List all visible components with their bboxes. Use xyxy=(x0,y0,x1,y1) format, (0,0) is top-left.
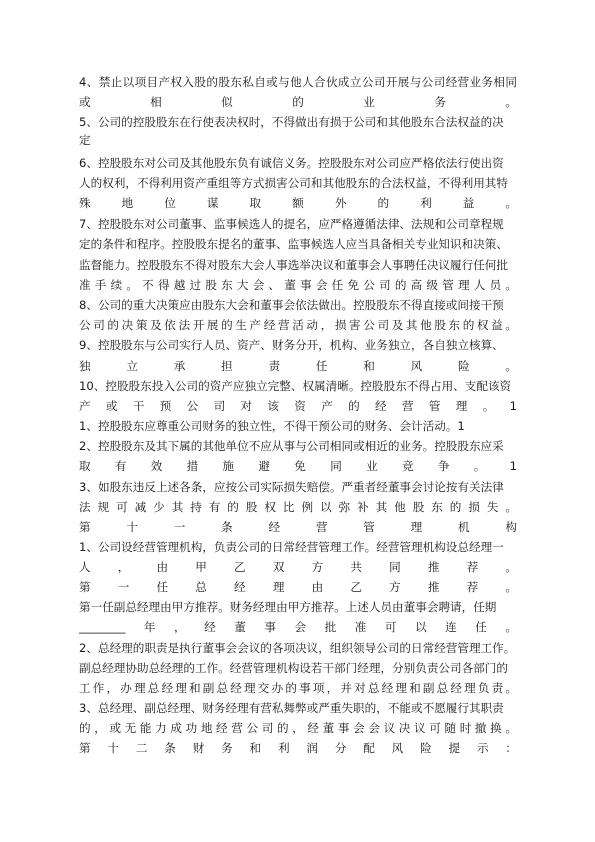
text-line: 1、控股股东应尊重公司财务的独立性，不得干预公司的财务、会计活动。1 xyxy=(79,419,465,433)
text-line: 第一任副总经理由甲方推荐。财务经理由甲方推荐。上述人员由董事会聘请，任期 xyxy=(79,600,497,614)
text-line: 3、如股东违反上述各条，应按公司实际损失赔偿。严重者经董事会讨论按有关法律 xyxy=(79,480,504,494)
text-line: 工作，办理总经理和副总经理交办的事项，并对总经理和副总经理负责。 xyxy=(79,681,517,695)
text-line: 3、总经理、副总经理、财务经理有营私舞弊或严重失职的，不能或不愿履行其职责 xyxy=(79,701,504,715)
text-line: 9、控股股东与公司实行人员、资产、财务分开，机构、业务独立，各自独立核算、 xyxy=(79,338,504,352)
text-line: 的，或无能力成功地经营公司的，经董事会会议决议可随时撤换。 xyxy=(79,721,517,735)
text-line: 公司的决策及依法开展的生产经营活动，损害公司及其他股东的权益。 xyxy=(79,318,517,332)
text-line: 6、控股股东对公司及其他股东负有诚信义务。控股股东对公司应严格依法行使出资 xyxy=(79,156,504,170)
text-line: 法规可减少其持有的股权比例以弥补其他股东的损失。 xyxy=(79,500,517,514)
text-line: 2、控股股东及其下属的其他单位不应从事与公司相同或相近的业务。控股股东应采 xyxy=(79,439,504,453)
text-line: 准手续。不得越过股东大会、董事会任免公司的高级管理人员。 xyxy=(79,278,517,292)
text-line: ________年，经董事会批准可以连任。 xyxy=(79,620,517,634)
text-line: 第一任总经理由乙方推荐。 xyxy=(79,580,517,594)
text-line: 定 xyxy=(79,133,91,147)
section-heading: 第十一条经营管理机构 xyxy=(79,520,517,534)
text-line: 独立承担责任和风险。 xyxy=(79,359,517,373)
text-line: 产或干预公司对该资产的经营管理。1 xyxy=(79,399,517,413)
text-line: 7、控股股东对公司董事、监事候选人的提名，应严格遵循法律、法规和公司章程规 xyxy=(79,217,504,231)
section-heading: 第十二条财务和利润分配风险提示： xyxy=(79,741,517,755)
text-line: 监督能力。控股股东不得对股东大会人事选举决议和董事会人事聘任决议履行任何批 xyxy=(79,258,508,272)
text-line: 2、总经理的职责是执行董事会会议的各项决议，组织领导公司的日常经营管理工作。 xyxy=(79,641,516,655)
text-line: 人的权利，不得利用资产重组等方式损害公司和其他股东的合法权益，不得利用其特 xyxy=(79,176,508,190)
text-line: 殊地位谋取额外的利益。 xyxy=(79,196,517,210)
text-line: 人，由甲乙双方共同推荐。 xyxy=(79,560,517,574)
text-line: 副总经理协助总经理的工作。经营管理机构设若干部门经理，分别负责公司各部门的 xyxy=(79,661,508,675)
text-line: 8、公司的重大决策应由股东大会和董事会依法做出。控股股东不得直接或间接干预 xyxy=(79,298,504,312)
text-line: 或相似的业务。 xyxy=(79,95,517,109)
text-line: 取有效措施避免同业竞争。1 xyxy=(79,459,517,473)
text-line: 5、公司的控股股东在行使表决权时，不得做出有损于公司和其他股东合法权益的决 xyxy=(79,115,504,129)
text-line: 1、公司设经营管理机构，负责公司的日常经营管理工作。经营管理机构设总经理一 xyxy=(79,540,504,554)
text-line: 10、控股股东投入公司的资产应独立完整、权属清晰。控股股东不得占用、支配该资 xyxy=(79,379,512,393)
text-line: 定的条件和程序。控股股东提名的董事、监事候选人应当具备相关专业知识和决策、 xyxy=(79,237,508,251)
text-line: 4、禁止以项目产权入股的股东私自或与他人合伙成立公司开展与公司经营业务相同 xyxy=(79,75,517,89)
